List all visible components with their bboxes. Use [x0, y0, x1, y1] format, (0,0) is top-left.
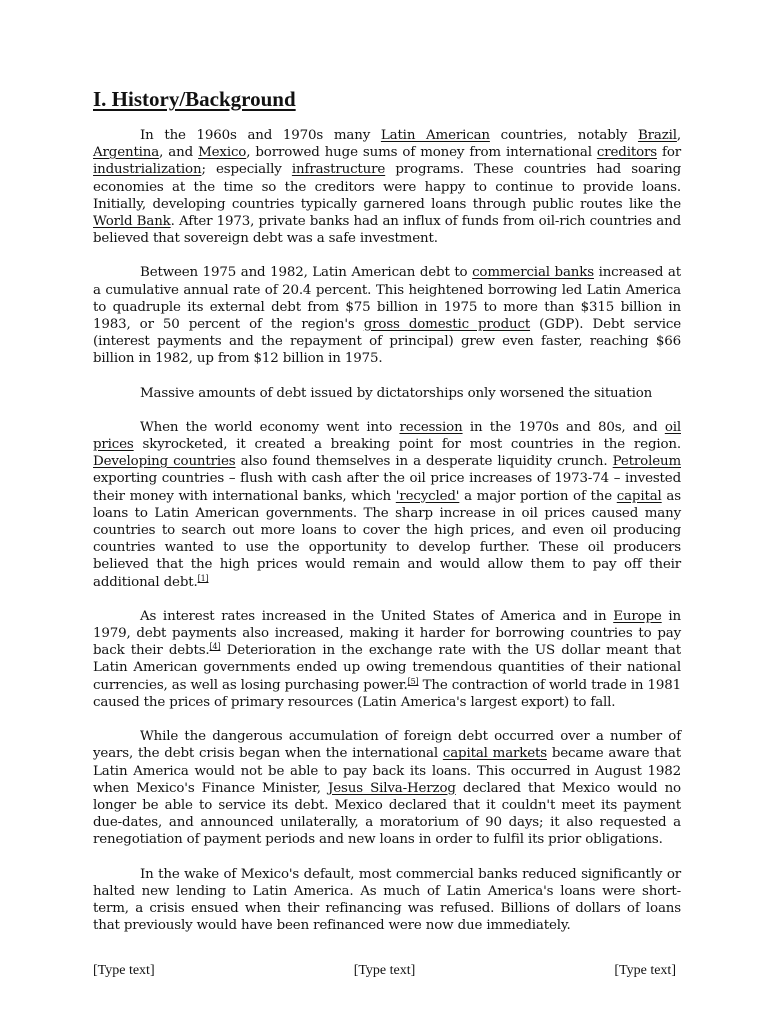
footnote-ref-4[interactable]: [4]	[209, 642, 221, 652]
text: in the 1970s and 80s, and	[462, 419, 665, 435]
text: , borrowed huge sums of money from international	[246, 145, 597, 161]
link-brazil[interactable]: Brazil	[637, 128, 677, 143]
paragraph-5	[93, 608, 681, 711]
page-footer	[93, 963, 676, 979]
paragraph-2	[93, 264, 681, 367]
text: became aware that Latin America would not be able to pay back its loans. This occurred in August 1982 when Mexico's Finance Minister,	[93, 746, 681, 796]
paragraph-6	[93, 728, 681, 848]
text: declared that Mexico would no longer be able to service its debt. Mexico declared that it couldn't meet its payment due-dates, and announced unilaterally, a moratorium of 90 days; it also requested a renegotiation of payment periods and new loans in order to fulfil its prior obligations.	[93, 780, 681, 848]
link-jesus-silva-herzog[interactable]: Jesus Silva-Herzog	[328, 780, 456, 796]
paragraph-7: In the wake of Mexico's default, most commercial banks reduced significantly or halted new lending to Latin America. As much of Latin America's loans were short-term, a crisis ensued when their refinancing was refused. Billions of dollars of loans that previously would have been refinanced were now due immediately.	[93, 866, 681, 934]
text: ,	[676, 128, 682, 143]
link-mexico[interactable]: Mexico	[198, 145, 247, 161]
link-gross-domestic-product[interactable]: gross domestic product	[363, 317, 531, 333]
link-world-bank[interactable]: World Bank	[93, 214, 171, 230]
text: countries, notably	[489, 128, 638, 143]
text: also found themselves in a desperate liquidity crunch.	[235, 454, 613, 470]
text: increased at a cumulative annual rate of 20.4 percent. This heightened borrowing led Latin America to quadruple its external debt from $75 billion in 1975 to more than $315 billion in 1983, or 50 percent of the region's	[93, 265, 681, 333]
section-heading: I. History/Background	[93, 87, 296, 111]
link-capital-markets[interactable]: capital markets	[442, 746, 547, 762]
paragraph-3: Massive amounts of debt issued by dictatorships only worsened the situation	[140, 385, 653, 401]
footer-center-text[interactable]: [Type text]	[353, 963, 416, 978]
text: Between 1975 and 1982, Latin American debt to	[140, 265, 473, 281]
link-infrastructure[interactable]: infrastructure	[291, 162, 386, 178]
text: programs. These countries had soaring economies at the time so the creditors were happy to continue to provide loans. Initially, developing countries typically garnered loans through public routes like the	[93, 162, 681, 212]
link-capital[interactable]: capital	[616, 488, 662, 504]
document-body	[93, 127, 681, 951]
text: exporting countries – flush with cash after the oil price increases of 1973-74 – invested their money with international banks, which	[93, 471, 681, 504]
footer-right-text[interactable]: [Type text]	[614, 963, 676, 978]
text: skyrocketed, it created a breaking point for most countries in the region.	[133, 437, 681, 453]
text: As interest rates increased in the United States of America and in	[140, 608, 614, 624]
text: a major portion of the	[459, 488, 617, 504]
link-europe[interactable]: Europe	[613, 608, 662, 624]
link-latin-american[interactable]: Latin American	[380, 128, 490, 143]
footer-left-text[interactable]: [Type text]	[93, 963, 155, 978]
link-commercial-banks[interactable]: commercial banks	[472, 265, 594, 281]
link-recycled[interactable]: 'recycled'	[395, 488, 460, 504]
link-recession[interactable]: recession	[399, 419, 463, 435]
paragraph-1	[93, 127, 681, 247]
link-creditors[interactable]: creditors	[596, 145, 657, 161]
text: , and	[159, 145, 199, 161]
text: While the dangerous accumulation of foreign debt occurred over a number of years, the debt crisis began when the international	[93, 729, 681, 762]
text: The contraction of world trade in 1981 caused the prices of primary resources (Latin America's largest export) to fall.	[93, 677, 681, 710]
link-developing-countries[interactable]: Developing countries	[93, 454, 236, 470]
text: as loans to Latin American governments. The sharp increase in oil prices caused many countries to search out more loans to cover the high prices, and even oil producing countries wanted to use the opportunity to develop further. These oil producers believed that the high prices would remain and would allow them to pay off their additional debt.	[93, 488, 681, 590]
text: When the world economy went into	[140, 419, 400, 435]
link-argentina[interactable]: Argentina	[93, 145, 160, 161]
link-oil-prices[interactable]: oil prices	[93, 419, 681, 453]
link-industrialization[interactable]: industrialization	[93, 162, 202, 178]
text: Deterioration in the exchange rate with the US dollar meant that Latin American governments ended up owing tremendous quantities of their national currencies, as well as losing purchasing power.	[93, 643, 681, 693]
text: In the 1960s and 1970s many	[140, 128, 381, 143]
text: in 1979, debt payments also increased, making it harder for borrowing countries to pay back their debts.	[93, 608, 681, 659]
footnote-ref-5[interactable]: [5]	[407, 676, 419, 686]
text: ; especially	[201, 162, 292, 178]
text: for	[656, 145, 681, 161]
footnote-ref-1[interactable]: [1]	[197, 573, 209, 583]
text: (GDP). Debt service (interest payments and the repayment of principal) grew even faster, reaching $66 billion in 1982, up from $12 billion in 1975.	[93, 317, 681, 367]
text: . After 1973, private banks had an influx of funds from oil-rich countries and believed that sovereign debt was a safe investment.	[93, 214, 681, 247]
paragraph-4	[93, 419, 681, 591]
link-petroleum[interactable]: Petroleum	[612, 454, 681, 470]
